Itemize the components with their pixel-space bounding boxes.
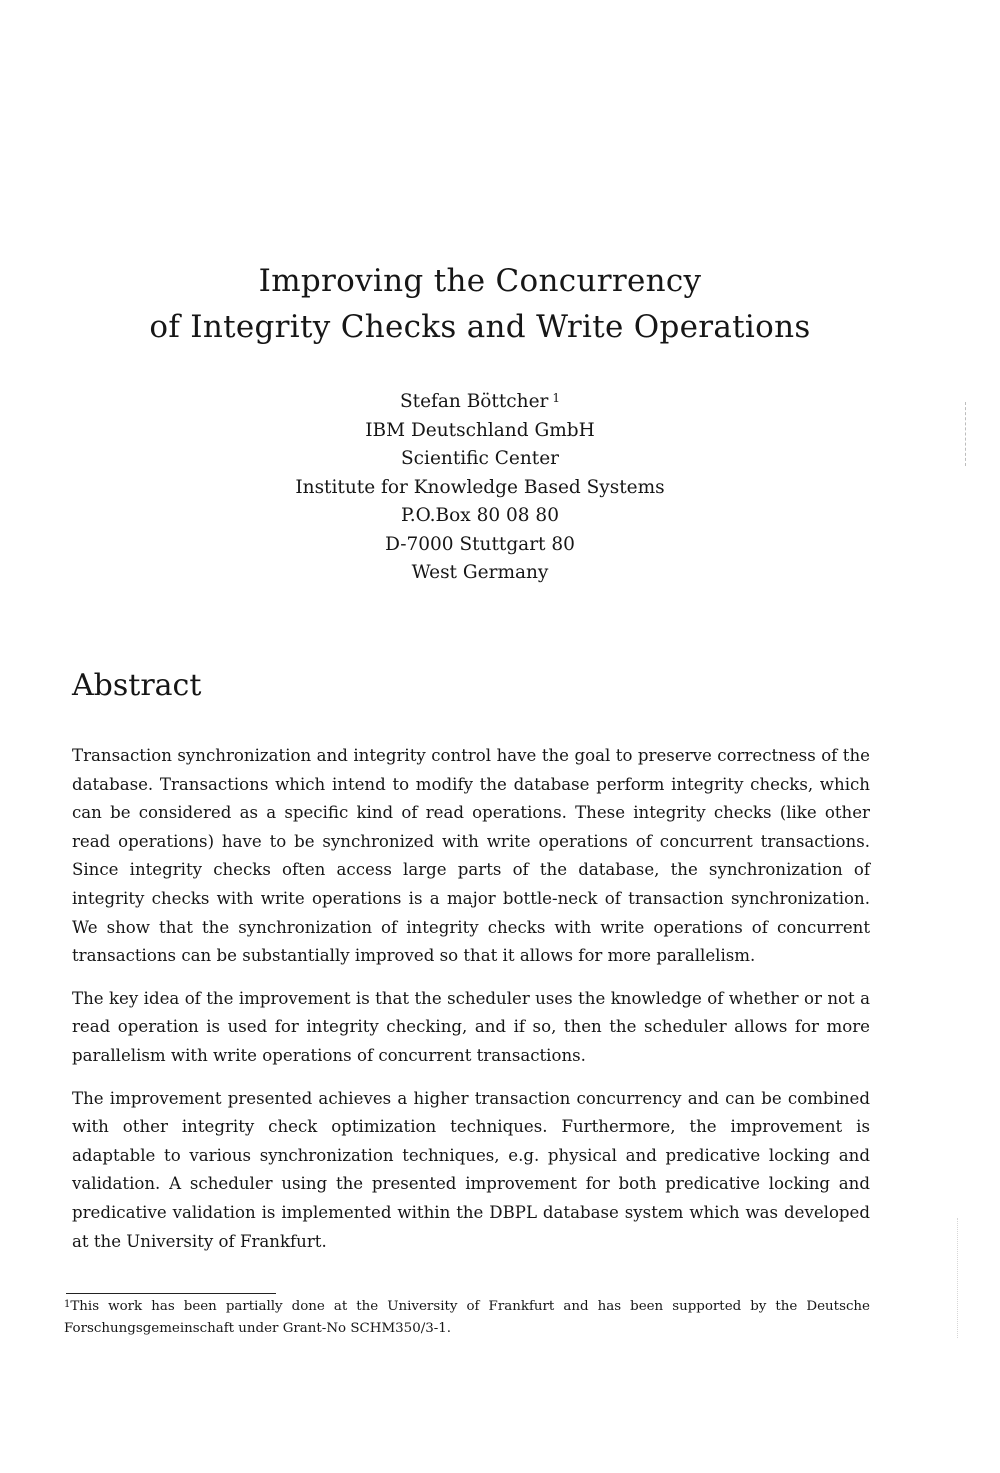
footnote xyxy=(64,1296,870,1340)
affiliation-line: P.O.Box 80 08 80 xyxy=(401,505,559,526)
footnote-marker: 1 xyxy=(64,1299,71,1310)
abstract-paragraph-2: The key idea of the improvement is that the scheduler uses the knowledge of whether or not a read operation is used for integrity checking, and if so, then the scheduler allows for more parallelism with write operations of concurrent transactions. xyxy=(72,988,870,1065)
abstract-paragraph-1: Transaction synchronization and integrity control have the goal to preserve correctness of the database. Transactions which intend to modify the database perform integrity checks, which can be considered as a specific kind of read operations. These integrity checks (like other read operations) have to be synchronized with write operations of concurrent transactions. Since integrity checks often access large parts of the database, the synchronization of integrity checks with write operations is a major bottle-neck of transaction synchronization. We show that the synchronization of integrity checks with write operations of concurrent transactions can be substantially improved so that it allows for more parallelism. xyxy=(72,746,870,966)
author-name: Stefan Böttcher xyxy=(399,391,549,412)
footnote-rule xyxy=(66,1293,276,1294)
scan-artifact-mark xyxy=(965,402,966,466)
title-line-1: Improving the Concurrency xyxy=(258,263,702,299)
title-line-2: of Integrity Checks and Write Operations xyxy=(149,309,811,345)
affiliation-line: IBM Deutschland GmbH xyxy=(365,419,595,441)
author-footnote-marker: 1 xyxy=(552,391,561,405)
paper-title xyxy=(60,258,900,350)
footnote-text: This work has been partially done at the University of Frankfurt and has been supported by the Deutsche Forschungsgemeinschaft under Grant-No SCHM350/3-1. xyxy=(64,1299,870,1336)
author-block xyxy=(220,388,740,588)
affiliation-line: Scientific Center xyxy=(401,448,559,469)
abstract-paragraph-3: The improvement presented achieves a higher transaction concurrency and can be combined with other integrity check optimization techniques. Furthermore, the improvement is adaptable to various synchronization techniques, e.g. physical and predicative locking and validation. A scheduler using the presented improvement for both predicative locking and predicative validation is implemented within the DBPL database system which was developed at the University of Frankfurt. xyxy=(72,1088,870,1251)
abstract-body xyxy=(72,742,870,1270)
abstract-heading: Abstract xyxy=(72,668,202,703)
affiliation-line: D-7000 Stuttgart 80 xyxy=(385,533,575,555)
scan-artifact-mark xyxy=(957,1218,958,1338)
author-name-line xyxy=(220,388,740,417)
affiliation-line: West Germany xyxy=(411,562,549,583)
affiliation-line: Institute for Knowledge Based Systems xyxy=(295,476,665,498)
